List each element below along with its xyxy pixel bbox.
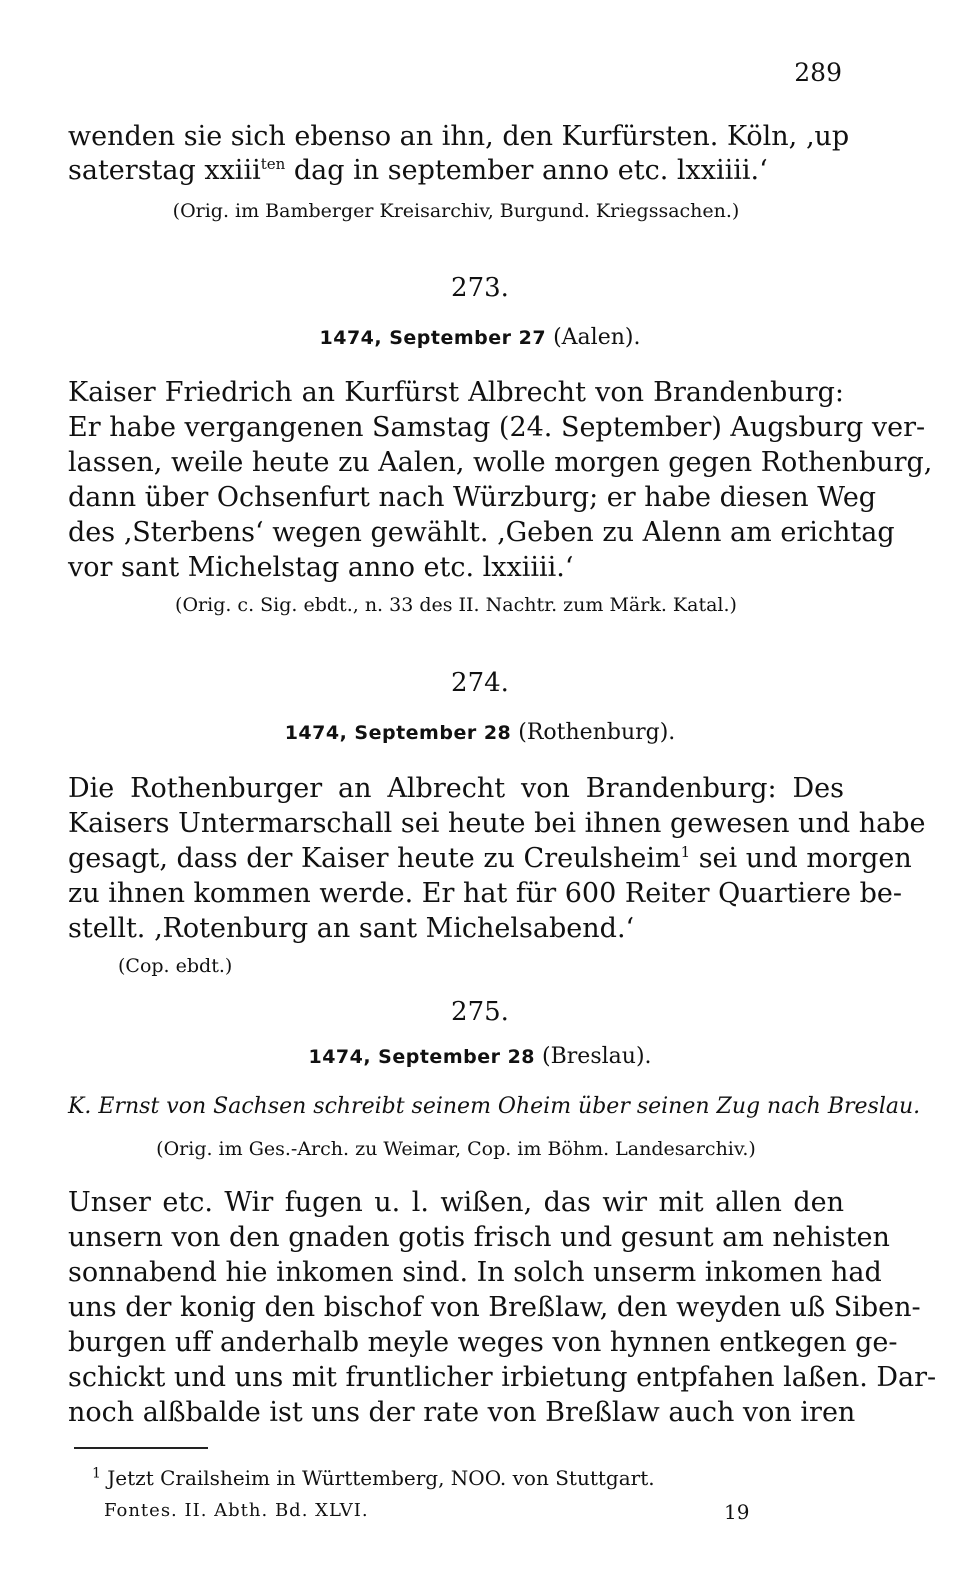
body-line: uns der konig den bischof von Breßlaw, den weyden uß Siben- <box>68 1292 921 1323</box>
document-number: 275. <box>451 997 509 1027</box>
body-line: sonnabend hie inkomen sind. In solch unserm inkomen had <box>68 1257 882 1288</box>
body-line: lassen, weile heute zu Aalen, wolle morgen gegen Rothenburg, <box>68 447 933 478</box>
document-summary: K. Ernst von Sachsen schreibt seinem Oheim über seinen Zug nach Breslau. <box>68 1094 921 1119</box>
superscript: ten <box>260 155 286 173</box>
body-line: Kaisers Untermarschall sei heute bei ihnen gewesen und habe <box>68 808 926 839</box>
body-line: burgen uff anderhalb meyle weges von hynnen entkegen ge- <box>68 1327 898 1358</box>
footnote-marker: 1 <box>92 1465 101 1482</box>
source-note: (Orig. c. Sig. ebdt., n. 33 des II. Nachtr. zum Märk. Katal.) <box>175 594 737 616</box>
document-date: 1474, September 27 (Aalen). <box>319 325 641 350</box>
body-line: zu ihnen kommen werde. Er hat für 600 Reiter Quartiere be- <box>68 878 902 909</box>
body-line: schickt und uns mit fruntlicher irbietung entpfahen laßen. Dar- <box>68 1362 937 1393</box>
footnote-marker: 1 <box>680 843 691 861</box>
document-date: 1474, September 28 (Rothenburg). <box>284 720 676 745</box>
body-line: des ‚Sterbens‘ wegen gewählt. ‚Geben zu Alenn am erichtag <box>68 517 895 548</box>
body-line: dann über Ochsenfurt nach Würzburg; er habe diesen Weg <box>68 482 877 513</box>
body-line: Kaiser Friedrich an Kurfürst Albrecht von Brandenburg: <box>68 377 844 408</box>
series-footer: Fontes. II. Abth. Bd. XLVI. <box>104 1500 369 1521</box>
document-number: 273. <box>451 273 509 303</box>
source-note: (Orig. im Bamberger Kreisarchiv, Burgund. Kriegssachen.) <box>172 200 740 222</box>
intro-line: wenden sie sich ebenso an ihn, den Kurfürsten. Köln, ‚up <box>68 121 850 152</box>
body-line: vor sant Michelstag anno etc. lxxiiii.‘ <box>68 552 574 583</box>
intro-line: saterstag xxiii$^{ten}$ dag in september anno etc. lxxiiii.‘ <box>68 155 768 186</box>
body-line: gesagt, dass der Kaiser heute zu Creulsheim$^1$ sei und morgen <box>68 843 912 874</box>
body-line: Unser etc. Wir fugen u. l. wißen, das wir mit allen den <box>68 1187 844 1218</box>
page-number: 289 <box>794 58 842 87</box>
body-line: unsern von den gnaden gotis frisch und gesunt am nehisten <box>68 1222 890 1253</box>
source-note: (Cop. ebdt.) <box>118 955 233 977</box>
body-line: noch alßbalde ist uns der rate von Breßlaw auch von iren <box>68 1397 856 1428</box>
footnote-rule <box>74 1447 208 1449</box>
body-line: stellt. ‚Rotenburg an sant Michelsabend.‘ <box>68 913 635 944</box>
body-line: Er habe vergangenen Samstag (24. September) Augsburg ver- <box>68 412 926 443</box>
signature-mark: 19 <box>724 1500 750 1524</box>
document-date: 1474, September 28 (Breslau). <box>308 1044 652 1069</box>
document-number: 274. <box>451 668 509 698</box>
footnote: $^1$ Jetzt Crailsheim in Württemberg, NOO. von Stuttgart. <box>92 1465 655 1490</box>
source-note: (Orig. im Ges.-Arch. zu Weimar, Cop. im Böhm. Landesarchiv.) <box>156 1138 756 1160</box>
body-line: Die Rothenburger an Albrecht von Brandenburg: Des <box>68 773 844 804</box>
